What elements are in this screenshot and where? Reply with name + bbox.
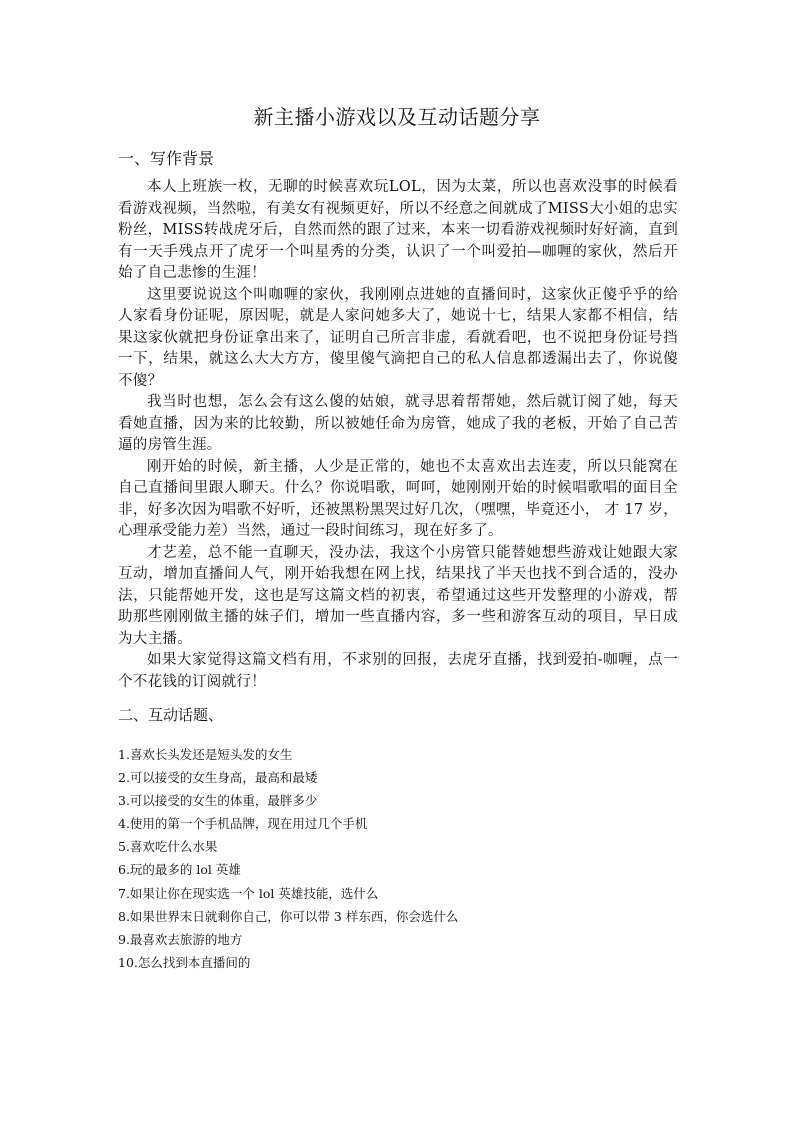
page-title: 新主播小游戏以及互动话题分享	[253, 105, 541, 129]
topic-item: 5.喜欢吃什么水果	[118, 839, 218, 855]
section-heading-background: 一、写作背景	[118, 149, 215, 168]
paragraph: 刚开始的时候，新主播，人少是正常的，她也不太喜欢出去连麦，所以只能窝在自己直播间里跟人聊天。什么？你说唱歌，呵呵，她刚刚开始的时候唱歌唱的面目全非，好多次因为唱歌不好听，还被黑粉黑哭过好几次，（嘿嘿，毕竟还小， 才 17 岁，心理承受能力差）当然，通过一段时间练习，现在好多了。	[118, 458, 678, 539]
topic-item: 4.使用的第一个手机品牌，现在用过几个手机	[118, 816, 368, 832]
topic-item: 10.怎么找到本直播间的	[118, 954, 251, 970]
paragraph: 才艺差，总不能一直聊天，没办法，我这个小房管只能替她想些游戏让她跟大家互动，增加直播间人气，刚开始我想在网上找，结果找了半天也找不到合适的，没办法，只能帮她开发，这也是写这篇文档的初衷，希望通过这些开发整理的小游戏，帮助那些刚刚做主播的妹子们，增加一些直播内容，多一些和游客互动的项目，早日成为大主播。	[118, 544, 678, 647]
topic-item: 6.玩的最多的 lol 英雄	[118, 862, 241, 878]
section-heading-topics: 二、互动话题、	[118, 706, 224, 724]
paragraph: 如果大家觉得这篇文档有用，不求别的回报，去虎牙直播，找到爱拍-咖喱，点一个不花钱的订阅就行！	[118, 652, 678, 690]
paragraph: 本人上班族一枚，无聊的时候喜欢玩LOL，因为太菜，所以也喜欢没事的时候看看游戏视频，当然啦，有美女有视频更好，所以不经意之间就成了MISS大小姐的忠实粉丝，MISS转战虎牙后，自然而然的跟了过来，本来一切看游戏视频时好好滴，直到有一天手残点开了虎牙一个叫星秀的分类，认识了一个叫爱拍—咖喱的家伙，然后开始了自己悲惨的生涯！	[118, 179, 678, 281]
topic-list	[118, 743, 678, 974]
topic-item: 9.最喜欢去旅游的地方	[118, 931, 243, 947]
background-body	[118, 177, 678, 693]
topic-item: 8.如果世界末日就剩你自己，你可以带 3 样东西，你会选什么	[118, 908, 459, 924]
topic-item: 3.可以接受的女生的体重，最胖多少	[118, 793, 318, 809]
topic-item: 7.如果让你在现实选一个 lol 英雄技能，选什么	[118, 885, 379, 901]
topic-item: 2.可以接受的女生身高，最高和最矮	[118, 770, 318, 786]
topic-item: 1.喜欢长头发还是短头发的女生	[118, 747, 293, 762]
paragraph: 我当时也想，怎么会有这么傻的姑娘，就寻思着帮帮她，然后就订阅了她，每天看她直播，因为来的比较勤，所以被她任命为房管，她成了我的老板，开始了自己苦逼的房管生涯。	[118, 394, 678, 453]
paragraph: 这里要说说这个叫咖喱的家伙，我刚刚点进她的直播间时，这家伙正傻乎乎的给人家看身份证呢，原因呢，就是人家问她多大了，她说十七，结果人家都不相信，结果这家伙就把身份证拿出来了，证明自己所言非虚，看就看吧，也不说把身份证号挡一下，结果，就这么大大方方，傻里傻气滴把自己的私人信息都透漏出去了，你说傻不傻？	[118, 286, 678, 389]
